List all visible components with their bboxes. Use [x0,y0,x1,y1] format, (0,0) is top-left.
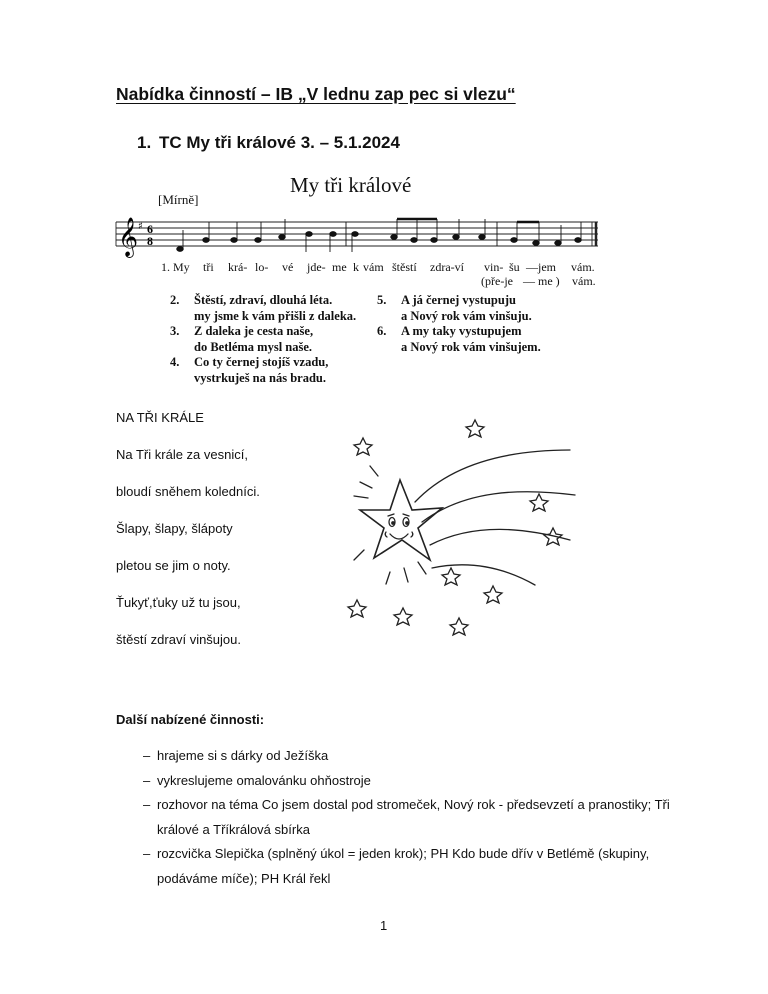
verse: 2. Štěstí, zdraví, dlouhá léta. my jsme k vám přišli z daleka. [170,293,357,323]
activities-heading: Další nabízené činnosti: [116,712,265,727]
poem-line: Ťukyť,ťuky už tu jsou, [116,595,241,610]
note [479,235,486,240]
lyric-syllable: — me ) [523,274,560,288]
lyric-syllable: šu [509,260,520,274]
page-number: 1 [380,918,388,933]
lyric-syllable: vé [282,260,294,274]
note [431,238,438,243]
note [177,247,184,252]
poem-title: NA TŘI KRÁLE [116,410,204,425]
note [306,232,313,237]
list-item: – vykreslujeme omalovánku ohňostroje [143,772,371,788]
sharp-icon: ♯ [138,221,143,232]
lyric-syllable: me [332,260,347,274]
list-item: – hrajeme si s dárky od Ježíška [143,748,329,763]
note [203,238,210,243]
verses-right [377,293,541,355]
list-item: – rozcvička Slepička (splněný úkol = jeden krok); PH Kdo bude dřív v Betlémě (skupiny, podáváme míče); PH Král řekl [143,846,650,886]
notes [177,219,582,252]
poem-line: Šlapy, šlapy, šlápoty [116,521,233,536]
note [575,238,582,243]
lyric-syllable: jde- [307,260,326,274]
lyric-syllable: zdra-ví [430,260,464,274]
lyric-syllable: vám. [572,274,596,288]
verse: 6. A my taky vystupujem a Nový rok vám vinšujem. [377,324,541,354]
lyric-syllable: k [353,260,359,274]
activities-list [116,744,676,891]
lyric-syllable: vin- [484,260,504,274]
note [533,241,540,246]
lyric-syllable: vám. [571,260,595,274]
treble-clef-icon: 𝄞 [118,217,139,257]
poem [116,410,260,647]
lyric-syllable: 1. My [161,260,190,274]
note [453,235,460,240]
lyric-syllable: —jem [526,260,556,274]
music-staff [112,210,602,260]
section-title: TC My tři králové 3. – 5.1.2024 [159,133,400,152]
verse: 5. A já černej vystupuju a Nový rok vám vinšuju. [377,293,532,323]
poem-line: pletou se jim o noty. [116,558,231,573]
note [255,238,262,243]
note [411,238,418,243]
note [555,241,562,246]
section-heading [137,133,400,153]
section-number: 1. [137,133,152,152]
lyric-syllable: vám [363,260,384,274]
verses-left [170,293,356,386]
poem-line: bloudí sněhem koledníci. [116,484,260,499]
lyric-syllable: tři [203,260,214,274]
document-title: Nabídka činností – IB „V lednu zap pec si vlezu“ [116,84,516,104]
time-signature-bottom: 8 [147,234,153,248]
verse: 4. Co ty černej stojíš vzadu, vystrkuješ na nás bradu. [170,355,329,385]
verse: 3. Z daleka je cesta naše, do Betléma mysl naše. [170,324,314,354]
note [352,232,359,237]
lyric-syllable: (pře-je [481,274,513,288]
lyric-syllable: lo- [255,260,269,274]
note [391,235,398,240]
note [511,238,518,243]
time-signature-top: 6 [147,222,153,236]
song-title: My tři králové [290,173,412,197]
shooting-star-illustration [330,410,590,650]
tempo-marking: [Mírně] [158,192,199,207]
lyric-syllable: krá- [228,260,248,274]
list-item: – rozhovor na téma Co jsem dostal pod stromeček, Nový rok - předsevzetí a pranostiky; Tři králové a Tříkrálová sbírka [143,797,670,837]
note [231,238,238,243]
note [330,232,337,237]
lyric-syllable: štěstí [392,260,417,274]
poem-line: štěstí zdraví vinšujou. [116,632,241,647]
note [279,235,286,240]
poem-line: Na Tři krále za vesnicí, [116,447,248,462]
